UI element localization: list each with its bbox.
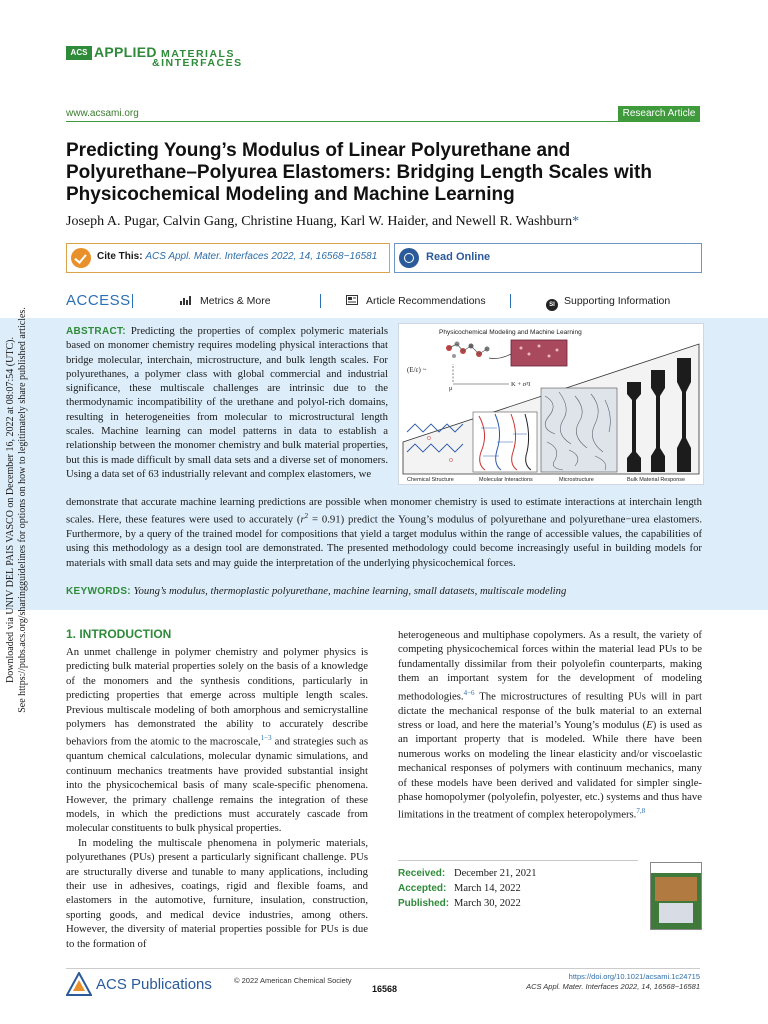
page-number: 16568: [372, 984, 398, 994]
logo-applied: APPLIED: [94, 44, 157, 60]
intro-paragraph-1: An unmet challenge in polymer chemistry and polymer physics is predicting bulk material properties solely on the basis of a knowledge of the monomers and the synthesis conditions, particularly in predicting properties that emerge across multiple length scales. Previous multiscale modeling of both amorphous and semicrystalline polymers has demonstrated the ability to accurately describe behaviors from the atomic to the macroscale,$^{1-3}$ and strategies such as quantum chemical calculations, molecular dynamic simulations, and continuum mechanics treatments have provided substantial insight into the physicochemical basis of many scale-specific phenomena. However, the primary challenge remains the integration of these models, in which the predictions must accurately cascade from molecular constituents to bulk physical properties.: [66, 646, 368, 835]
metrics-link[interactable]: [180, 295, 271, 307]
citation-ref[interactable]: 4−6: [463, 688, 475, 697]
keywords-label: KEYWORDS:: [66, 586, 131, 597]
article-history: [398, 866, 638, 911]
microstructure-panel: [541, 388, 617, 472]
footer-journal-citation: ACS Appl. Mater. Interfaces 2022, 14, 16568−16581: [526, 982, 700, 991]
r-squared-symbol: r: [300, 513, 305, 526]
cite-label: Cite This:: [97, 251, 143, 262]
si-icon: SI: [546, 299, 558, 311]
access-separator: [320, 294, 321, 308]
toc-graphic-svg: [399, 324, 703, 484]
article-type-badge: Research Article: [618, 106, 700, 121]
bar-chart-icon: [180, 295, 192, 305]
abstract-label: ABSTRACT:: [66, 326, 126, 337]
intro-paragraph-3: heterogeneous and multiphase copolymers. As a result, the variety of competing physicochemical forces within the material lead PUs to be fundamentally dissimilar from their polyolefin counterparts, making them an important system for the development of modeling methodologies.$^{4-6}$ The microstructures of resulting PUs will in part dictate the mechanical response of the bulk material to an external stress or load, and here the material’s Young’s modulus (E) is used as an important property that is modeled. While there have been numerous works on modeling the linear elasticity and/or viscoelastic mechanical responses of polymers with continuum mechanics, many of these models have been derived and validated for simpler single-phase homopolymer (polyolefin, polyester, etc.) systems and thus have limitations in the treatment of complex heteropolymers.$^{7,8}$: [398, 629, 703, 821]
intro-left-column: [66, 645, 368, 951]
citation-ref[interactable]: 7,8: [636, 807, 646, 816]
doi-link[interactable]: https://doi.org/10.1021/acsami.1c24715: [568, 972, 700, 981]
introduction-heading: 1. INTRODUCTION: [66, 627, 172, 641]
abstract-part2b: = 0.91) predict the Young’s modulus of polyurethane and polyurethane−urea elastomers. Furthermore, by a query of the trained model for compositions that yield a target modulus within the range of accessible values, the capabilities of using this methodology as a design tool are demonstrated. The presented methodology could become increasingly useful in building models for materials with small data sets and may guide the interpretation of the underlying physicochemical forces.: [66, 513, 702, 569]
read-online-label[interactable]: Read Online: [426, 251, 491, 263]
footer-rule: [66, 968, 700, 969]
toc-caption-molecular-interactions: Molecular Interactions: [479, 477, 533, 483]
intro-right-column: [398, 628, 702, 822]
abstract-text-full: demonstrate that accurate machine learning predictions are possible when monomer chemistry is used to estimate interactions at interchain length scales. Here, these features were used to accurately $(r^2 = 0.91)$ predict the Young’s modulus of polyurethane and polyurethane−urea elastomers. Furthermore, by a query of the trained model for compositions that yield a target modulus within the range of accessible values, the capabilities of using this methodology as a design tool are demonstrated. The presented methodology could become increasingly useful in building models for materials with small data sets and may guide the interpretation of the underlying physicochemical forces.: [66, 496, 702, 569]
checkmark-icon: [71, 248, 91, 268]
toc-graphic: [398, 323, 704, 485]
recommendations-label: Article Recommendations: [366, 295, 486, 307]
logo-materials: MATERIALS: [160, 48, 235, 60]
download-notice: [2, 300, 32, 720]
download-notice-line1: Downloaded via UNIV DEL PAIS VASCO on December 16, 2022 at 08:07:54 (UTC).: [5, 337, 16, 683]
toc-title: Physicochemical Modeling and Machine Learning: [439, 329, 582, 336]
keywords-line: [66, 584, 702, 598]
molecule-cluster-icon: [446, 342, 490, 359]
cite-reference[interactable]: ACS Appl. Mater. Interfaces 2022, 14, 16568−16581: [145, 251, 378, 262]
cite-this-box[interactable]: [66, 243, 390, 273]
acs-publications-logo[interactable]: [66, 972, 212, 998]
journal-cover-thumbnail[interactable]: [650, 862, 702, 930]
article-icon: [346, 295, 358, 305]
corresponding-author-mark[interactable]: *: [572, 214, 580, 229]
header-rule: [66, 121, 700, 122]
interaction-snapshot: [511, 340, 567, 366]
access-separator: [510, 294, 511, 308]
abstract-part1: Predicting the properties of complex polymeric materials based on monomer chemistry requires modeling physical interactions that bridge molecular, interchain, microstructure, and bulk length scales. For polyurethanes, a polymer class with global commercial and industrial significance, these multiscale challenges are intrinsic due to the thermodynamic incompatibility of the urethane and polyol-rich domains, resulting in heterogeneities from molecular to microstructural length scales. Machine learning can model patterns in data to establish a relationship between the monomer chemistry and bulk material properties, but this is made difficult by small data sets and a diverse set of monomers. Using a data set of 63 industrially relevant and complex elastomers, we: [66, 325, 388, 480]
download-notice-line2: See https://pubs.acs.org/sharingguidelines for options on how to legitimately share published articles.: [17, 307, 28, 713]
copyright-notice: © 2022 American Chemical Society: [234, 976, 352, 985]
acs-logo-mark: ACS: [66, 46, 92, 60]
received-row: Received: December 21, 2021: [398, 868, 537, 879]
article-title: Predicting Young’s Modulus of Linear Polyurethane and Polyurethane–Polyurea Elastomers: Bridging Length Scales with Physicochemical Modeling and Machine Learning: [66, 140, 652, 205]
metrics-label: Metrics & More: [200, 295, 271, 307]
intro-paragraph-2: In modeling the multiscale phenomena in polymeric materials, polyurethanes (PUs) present a particularly significant challenge. PUs are structurally diverse and tunable to many applications, including their use in adhesives, coatings, rigid and flexible foams, and elastomers in the automotive, furniture, insulation, construction, sporting goods, and medical device industries, among others. However, the diversity of material properties possible for PUs is due to the formation of: [66, 836, 368, 950]
keywords-text: Young’s modulus, thermoplastic polyurethane, machine learning, small datasets, multiscale modeling: [133, 585, 567, 597]
footer-citation: [500, 972, 700, 992]
author-list: [66, 214, 706, 230]
acs-publications-icon: [66, 972, 92, 996]
publisher-name: ACS Publications: [96, 976, 212, 993]
accepted-row: Accepted: March 14, 2022: [398, 883, 521, 894]
toc-caption-bulk-material-response: Bulk Material Response: [627, 477, 686, 483]
abstract-part2a: demonstrate that accurate machine learning predictions are possible when monomer chemistry is used to estimate interactions at interchain length scales. Here, these features were used to accurately (: [66, 496, 702, 526]
journal-url-link[interactable]: www.acsami.org: [66, 108, 139, 119]
access-separator: [132, 294, 133, 308]
access-bar: [66, 292, 700, 312]
toc-caption-chemical-structure: Chemical Structure: [407, 477, 454, 483]
logo-interfaces: &INTERFACES: [152, 57, 243, 69]
read-online-box[interactable]: [394, 243, 702, 273]
citation-ref[interactable]: 1−3: [260, 734, 272, 743]
svg-text:O: O: [427, 436, 431, 442]
toc-mu: μ: [449, 385, 453, 392]
history-rule: [398, 860, 638, 861]
published-row: Published: March 30, 2022: [398, 898, 521, 909]
authors-text: Joseph A. Pugar, Calvin Gang, Christine Huang, Karl W. Haider, and Newell R. Washburn: [66, 214, 573, 229]
molecular-interactions-panel: [473, 412, 537, 472]
toc-eq-left: (E/ε) ~: [407, 366, 427, 374]
supporting-info-link[interactable]: [546, 295, 670, 311]
supporting-info-label: Supporting Information: [564, 295, 671, 307]
toc-caption-microstructure: Microstructure: [559, 477, 594, 483]
toc-formula: K + σ³I: [511, 381, 531, 388]
recommendations-link[interactable]: [346, 295, 486, 307]
svg-text:O: O: [449, 458, 453, 464]
globe-icon: [399, 248, 419, 268]
abstract-text-left: [66, 324, 388, 481]
access-label: ACCESS: [66, 292, 131, 309]
